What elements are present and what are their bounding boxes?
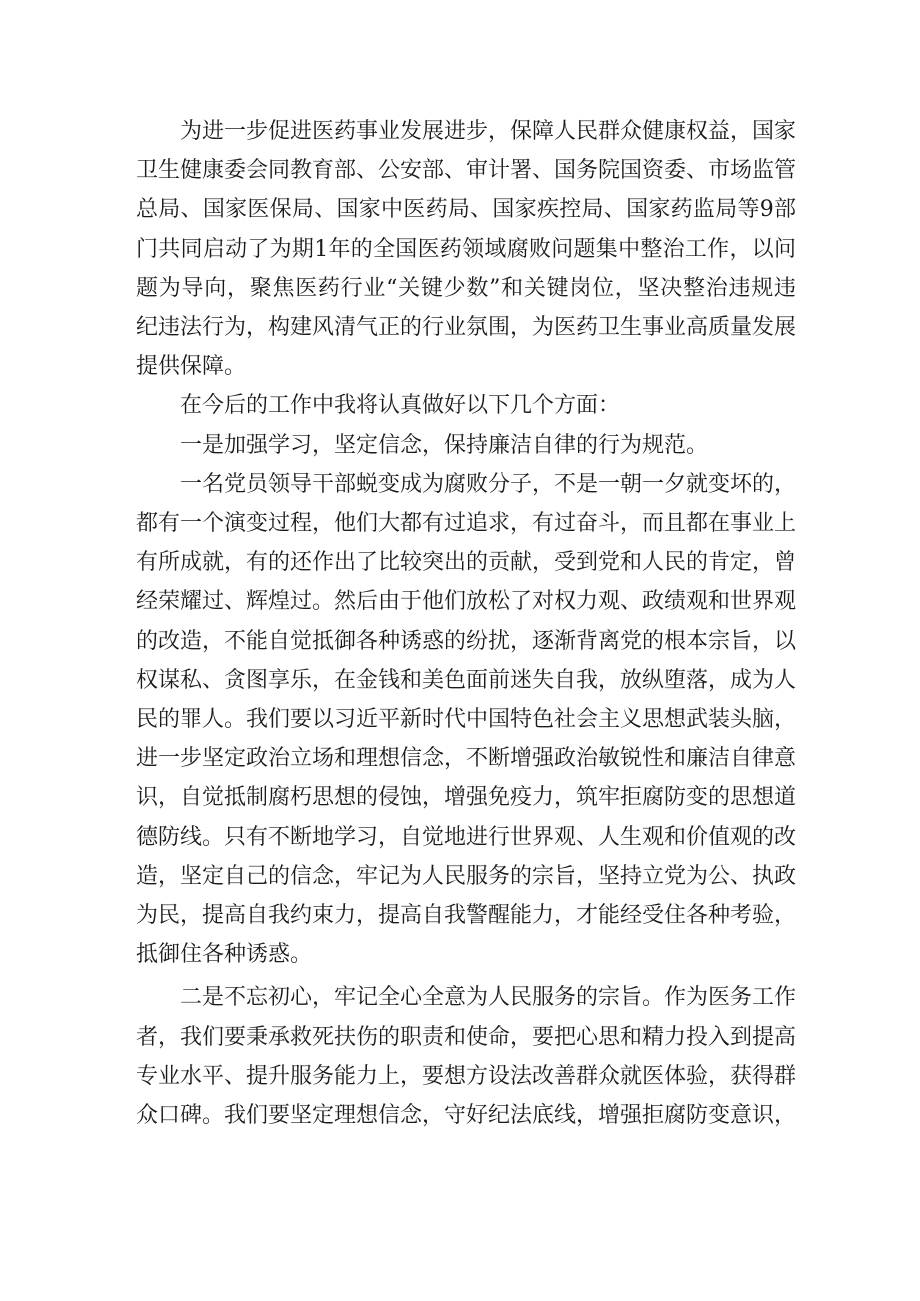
paragraph-intro: 为进一步促进医药事业发展进步，保障人民群众健康权益，国家卫生健康委会同教育部、公安部、审计署、国务院国资委、市场监管总局、国家医保局、国家中医药局、国家疾控局、国家药监局等9部门共同启动了为期1年的全国医药领域腐败问题集中整治工作，以问题为导向，聚焦医药行业“关键少数”和关键岗位，坚决整治违规违纪违法行为，构建风清气正的行业氛围，为医药卫生事业高质量发展提供保障。 (136, 119, 797, 380)
paragraph-point-one-body: 一名党员领导干部蜕变成为腐败分子，不是一朝一夕就变坏的，都有一个演变过程，他们大都有过追求，有过奋斗，而且都在事业上有所成就，有的还作出了比较突出的贡献，受到党和人民的肯定，曾经荣耀过、辉煌过。然后由于他们放松了对权力观、政绩观和世界观的改造，不能自觉抵御各种诱惑的纷扰，逐渐背离党的根本宗旨，以权谋私、贪图享乐，在金钱和美色面前迷失自我，放纵堕落，成为人民的罪人。我们要以习近平新时代中国特色社会主义思想武装头脑，进一步坚定政治立场和理想信念，不断增强政治敏锐性和廉洁自律意识，自觉抵制腐朽思想的侵蚀，增强免疫力，筑牢拒腐防变的思想道德防线。只有不断地学习，自觉地进行世界观、人生观和价值观的改造，坚定自己的信念，牢记为人民服务的宗旨，坚持立党为公、执政为民，提高自我约束力，提高自我警醒能力，才能经受住各种考验，抵御住各种诱惑。 (136, 471, 797, 968)
paragraph-point-two: 二是不忘初心，牢记全心全意为人民服务的宗旨。作为医务工作者，我们要秉承救死扶伤的职责和使命，要把心思和精力投入到提高专业水平、提升服务能力上，要想方设法改善群众就医体验，获得群众口碑。我们要坚定理想信念，守好纪法底线，增强拒腐防变意识， (136, 985, 797, 1129)
paragraph-work-plan: 在今后的工作中我将认真做好以下几个方面： (180, 393, 621, 419)
document-body (136, 112, 796, 1135)
paragraph-point-one-heading: 一是加强学习，坚定信念，保持廉洁自律的行为规范。 (180, 432, 709, 458)
